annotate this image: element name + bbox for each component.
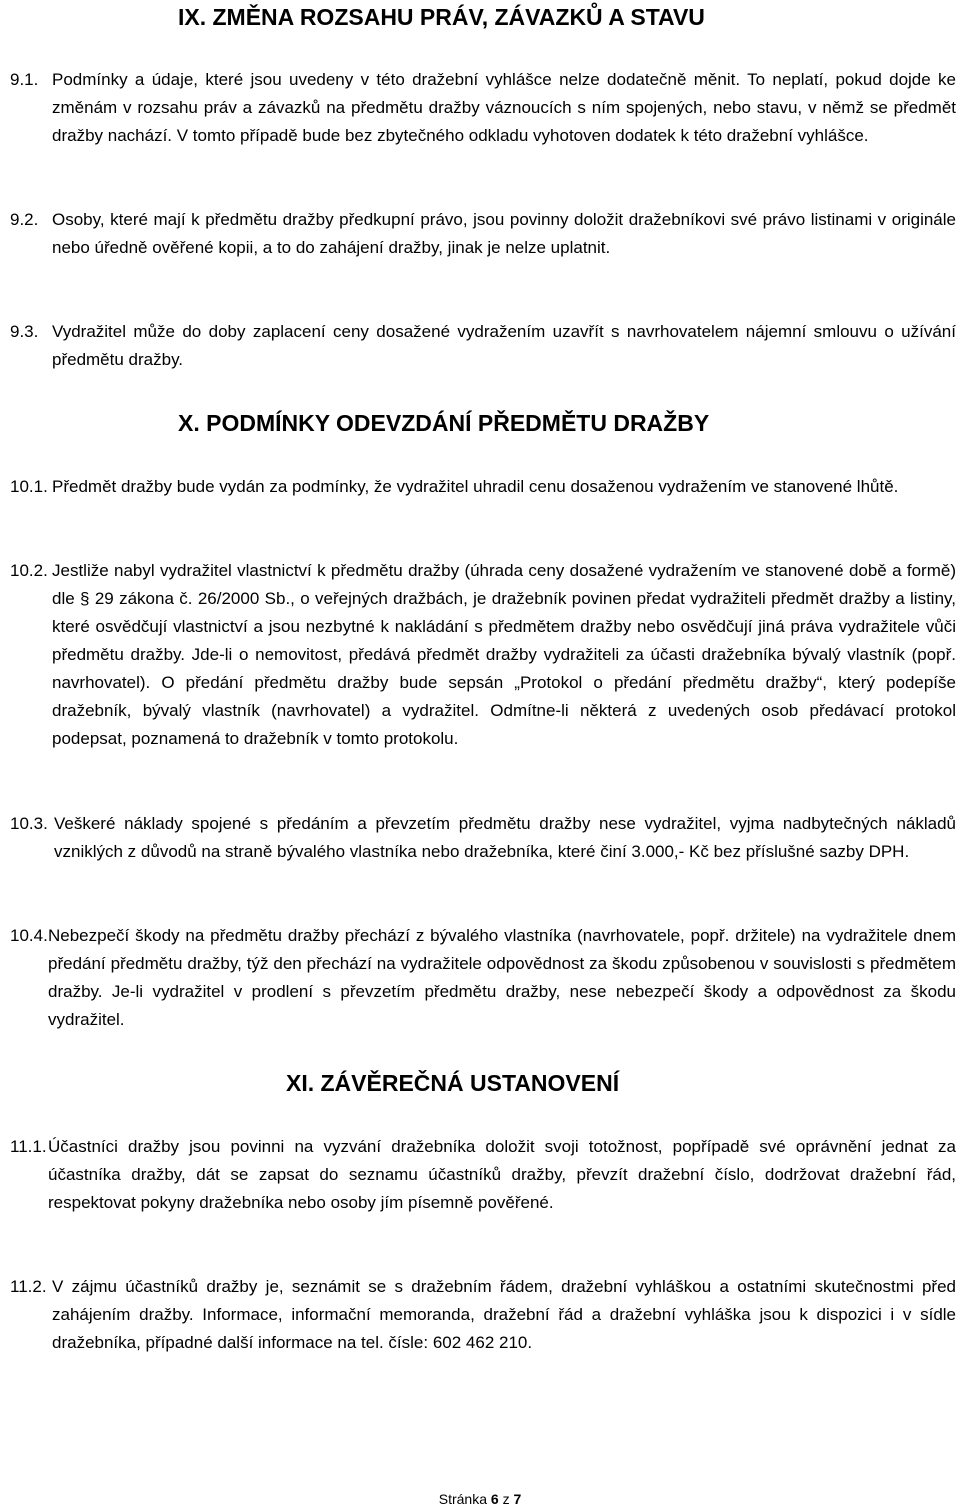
- paragraph-text: Podmínky a údaje, které jsou uvedeny v této dražební vyhlášce nelze dodatečně měnit. To neplatí, pokud dojde ke změnám v rozsahu práv a závazků na předmětu dražby váznoucích s ním spojených, nebo stavu, v němž se předmět dražby nachází. V tomto případě bude bez zbytečného odkladu vyhotoven dodatek k této dražební vyhlášce.: [52, 70, 956, 145]
- paragraph-text: Jestliže nabyl vydražitel vlastnictví k předmětu dražby (úhrada ceny dosažené vydražením ve stanovené době a formě) dle § 29 zákona č. 26/2000 Sb., o veřejných dražbách, je dražebník povinen předat vydražiteli předmět dražby a listiny, které osvědčují vlastnictví a jsou nezbytné k nakládání s předmětem dražby nebo osvědčují jiná práva vydražitele vůči předmětu dražby. Jde-li o nemovitost, předává předmět dražby vydražiteli za účasti dražebníka bývalý vlastník (popř. navrhovatel). O předání předmětu dražby bude sepsán „Protokol o předání předmětu dražby“, který podepíše dražebník, bývalý vlastník (navrhovatel) a vydražitel. Odmítne-li některá z uvedených osob předávací protokol podepsat, poznamená to dražebník v tomto protokolu.: [52, 561, 956, 748]
- footer-label: Stránka: [438, 1491, 487, 1507]
- paragraph-number: 10.1.: [10, 477, 48, 496]
- paragraph-10-4: [10, 922, 956, 1034]
- paragraph-text: Osoby, které mají k předmětu dražby předkupní právo, jsou povinny doložit dražebníkovi své právo listinami v originále nebo úředně ověřené kopii, a to do zahájení dražby, jinak je nelze uplatnit.: [52, 210, 956, 257]
- paragraph-9-1: [10, 66, 956, 150]
- section-xi-heading: XI. ZÁVĚREČNÁ USTANOVENÍ: [286, 1070, 620, 1096]
- paragraph-number: 9.3.: [10, 322, 39, 341]
- paragraph-9-3: [10, 318, 956, 374]
- paragraph-text: V zájmu účastníků dražby je, seznámit se s dražebním řádem, dražební vyhláškou a ostatními skutečnostmi před zahájením dražby. Informace, informační memoranda, dražební řád a dražební vyhláška jsou k dispozici i v sídle dražebníka, případné další informace na tel. čísle: 602 462 210.: [52, 1277, 956, 1352]
- paragraph-11-1: [10, 1133, 956, 1217]
- paragraph-number: 11.2.: [10, 1277, 47, 1296]
- footer-of: z: [502, 1491, 510, 1507]
- paragraph-number: 10.2.: [10, 561, 48, 580]
- paragraph-11-2: [10, 1273, 956, 1357]
- paragraph-text: Nebezpečí škody na předmětu dražby přechází z bývalého vlastníka (navrhovatele, popř. držitele) na vydražitele dnem předání předmětu dražby, týž den přechází na vydražitele odpovědnost za škodu způsobenou v souvislosti s předmětem dražby. Je-li vydražitel v prodlení s převzetím předmětu dražby, nese nebezpečí škody a odpovědnost za škodu vydražitel.: [48, 926, 956, 1029]
- paragraph-text: Vydražitel může do doby zaplacení ceny dosažené vydražením uzavřít s navrhovatelem nájemní smlouvu o užívání předmětu dražby.: [52, 322, 956, 369]
- paragraph-9-2: [10, 206, 956, 262]
- paragraph-text: Předmět dražby bude vydán za podmínky, že vydražitel uhradil cenu dosaženou vydražením ve stanovené lhůtě.: [52, 477, 899, 496]
- section-ix-heading: IX. ZMĚNA ROZSAHU PRÁV, ZÁVAZKŮ A STAVU: [178, 4, 705, 30]
- paragraph-number: 10.3.: [10, 814, 48, 833]
- footer-page-total: 7: [513, 1491, 522, 1507]
- paragraph-text: Veškeré náklady spojené s předáním a převzetím předmětu dražby nese vydražitel, vyjma nadbytečných nákladů vzniklých z důvodů na straně bývalého vlastníka nebo dražebníka, které činí 3.000,- Kč bez příslušné sazby DPH.: [54, 814, 956, 861]
- paragraph-10-3: [10, 810, 956, 866]
- section-x-heading: X. PODMÍNKY ODEVZDÁNÍ PŘEDMĚTU DRAŽBY: [178, 410, 710, 436]
- paragraph-text: Účastníci dražby jsou povinni na vyzvání dražebníka doložit svoji totožnost, popřípadě své oprávnění jednat za účastníka dražby, dát se zapsat do seznamu účastníků dražby, převzít dražební číslo, dodržovat dražební řád, respektovat pokyny dražebníka nebo osoby jím písemně pověřené.: [48, 1137, 956, 1212]
- paragraph-number: 11.1.: [10, 1137, 47, 1156]
- paragraph-number: 9.1.: [10, 70, 39, 89]
- paragraph-number: 9.2.: [10, 210, 39, 229]
- paragraph-number: 10.4.: [10, 926, 48, 945]
- paragraph-10-2: [10, 557, 956, 753]
- paragraph-10-1: [10, 473, 956, 501]
- page-footer: [0, 1490, 960, 1508]
- footer-page-number: 6: [490, 1491, 499, 1507]
